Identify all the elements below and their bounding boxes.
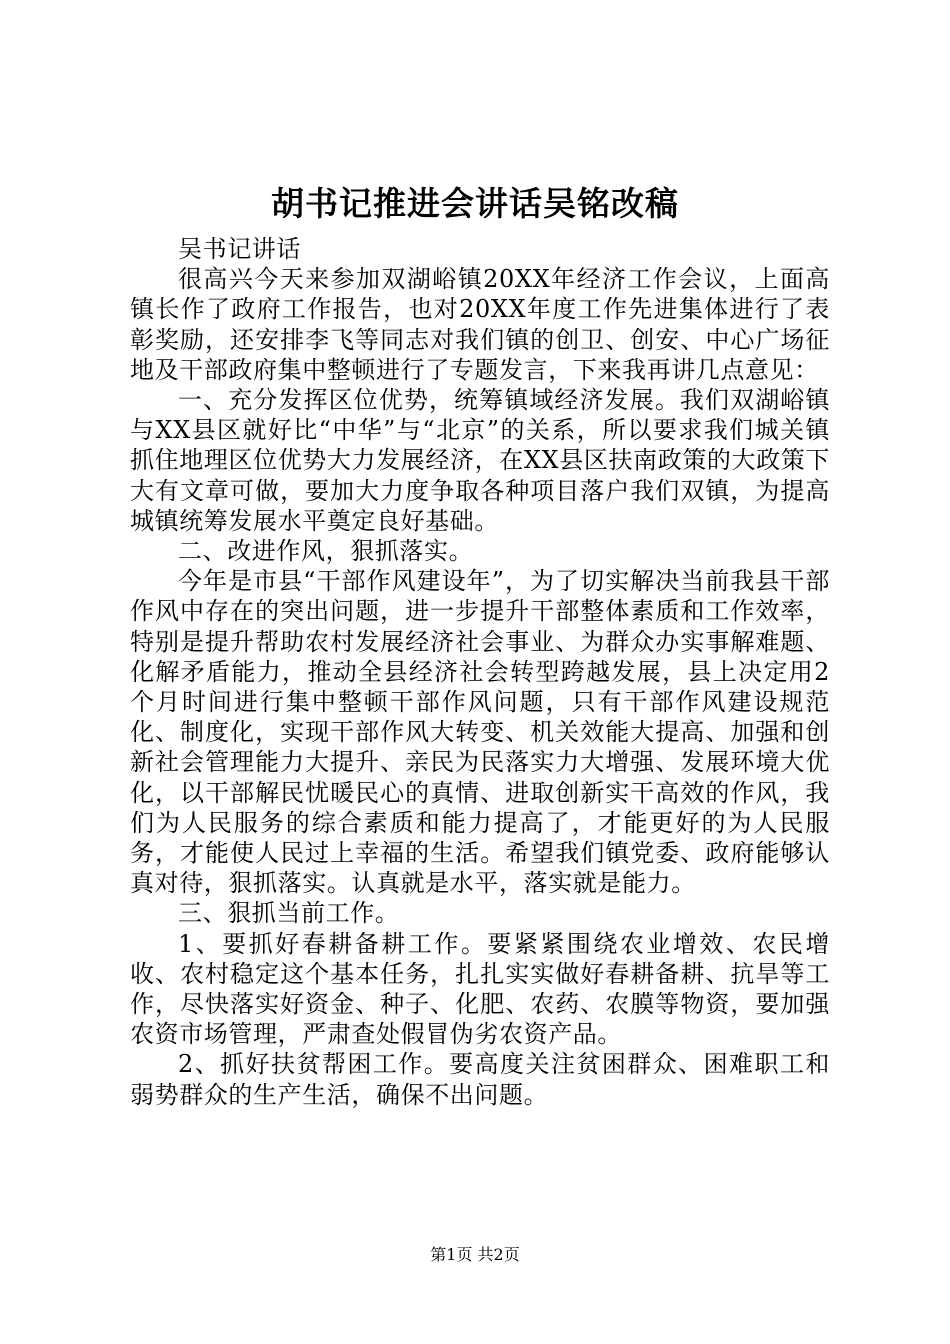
paragraph-section-three-heading: 三、狠抓当前工作。 <box>178 899 400 928</box>
page-footer: 第1页 共2页 <box>430 1245 520 1264</box>
paragraph-item-one: 1、要抓好春耕备耕工作。要紧紧围绕农业增效、农民增收、农村稳定这个基本任务，扎扎实实做好春耕备耕、抗旱等工作，尽快落实好资金、种子、化肥、农药、农膜等物资，要加强农资市场管理，严肃查处假冒伪劣农资产品。 <box>130 929 830 1049</box>
paragraph-section-one: 一、充分发挥区位优势，统筹镇域经济发展。我们双湖峪镇与XX县区就好比“中华”与“北京”的关系，所以要求我们城关镇抓住地理区位优势大力发展经济，在XX县区扶南政策的大政策下大有文章可做，要加大力度争取各种项目落户我们双镇，为提高城镇统筹发展水平奠定良好基础。 <box>130 386 830 535</box>
paragraph-intro: 很高兴今天来参加双湖峪镇20XX年经济工作会议，上面高镇长作了政府工作报告，也对20XX年度工作先进集体进行了表彰奖励，还安排李飞等同志对我们镇的创卫、创安、中心广场征地及干部政府集中整顿进行了专题发言，下来我再讲几点意见： <box>130 265 830 384</box>
paragraph-section-two-body: 今年是市县“干部作风建设年”，为了切实解决当前我县干部作风中存在的突出问题，进一步提升干部整体素质和工作效率，特别是提升帮助农村发展经济社会事业、为群众办实事解难题、化解矛盾能力，推动全县经济社会转型跨越发展，县上决定用2个月时间进行集中整顿干部作风问题，只有干部作风建设规范化、制度化，实现干部作风大转变、机关效能大提高、加强和创新社会管理能力大提升、亲民为民落实力大增强、发展环境大优化，以干部解民忧暖民心的真情、进取创新实干高效的作风，我们为人民服务的综合素质和能力提高了，才能更好的为人民服务，才能使人民过上幸福的生活。希望我们镇党委、政府能够认真对待，狠抓落实。认真就是水平，落实就是能力。 <box>130 567 830 898</box>
paragraph-item-two: 2、抓好扶贫帮困工作。要高度关注贫困群众、困难职工和弱势群众的生产生活，确保不出问题。 <box>130 1050 830 1109</box>
paragraph-section-two-heading: 二、改进作风，狠抓落实。 <box>178 537 474 566</box>
document-title: 胡书记推进会讲话吴铭改稿 <box>271 184 679 223</box>
document-body <box>130 234 830 1110</box>
paragraph-speaker: 吴书记讲话 <box>178 235 301 263</box>
